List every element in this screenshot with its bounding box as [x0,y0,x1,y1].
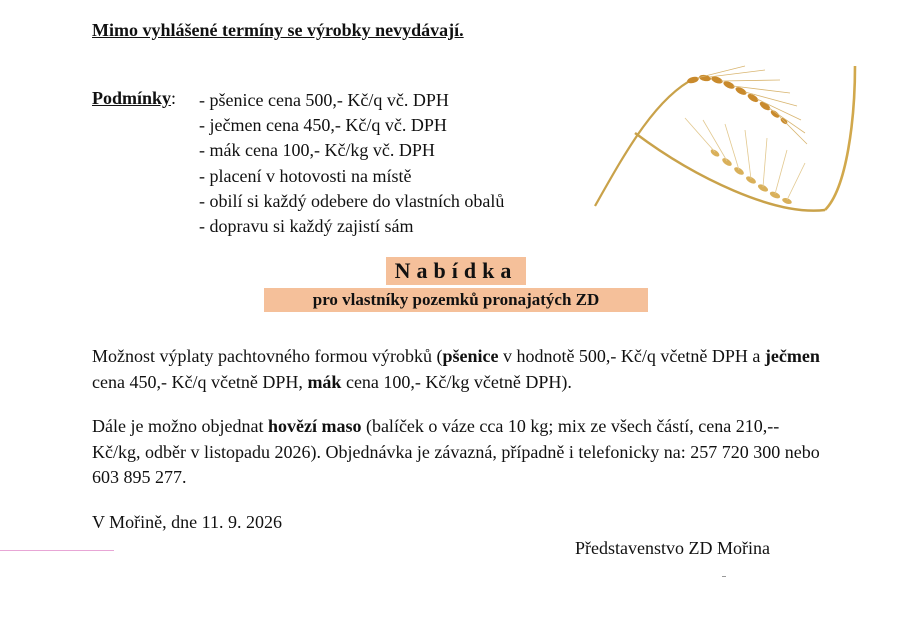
conditions-label [92,88,176,109]
offer-subtitle: pro vlastníky pozemků pronajatých ZD [264,288,648,312]
text-segment: (balíček o váze cca 10 kg; mix ze všech částí, cena 210,-- Kč/kg, odběr v listopadu 2026). Objednávka je závazná, případně i telefonicky na: 257 720 300 nebo 603 895 277. [92,416,820,487]
conditions-list [199,88,504,239]
notice-heading: Mimo vyhlášené termíny se výrobky nevydávají. [92,20,464,40]
paragraph-payment-in-kind [92,344,832,395]
bold-segment: hovězí maso [267,416,362,436]
text-segment: Možnost výplaty pachtovného formou výrobků ( [92,346,443,366]
signature: Představenstvo ZD Mořina [575,538,770,558]
conditions-label-colon: : [171,88,177,108]
place-date: V Mořině, dne 11. 9. 2026 [92,512,282,532]
margin-line [0,550,114,551]
text-segment: cena 450,- Kč/q včetně DPH, [92,371,308,392]
condition-item: - obilí si každý odebere do vlastních obalů [199,190,505,211]
text-segment: v hodnotě 500,- Kč/q včetně DPH a [498,346,765,366]
condition-item: - placení v hotovosti na místě [199,165,412,186]
stray-mark [722,576,726,577]
text-segment: Dále je možno objednat [92,416,268,436]
offer-title: Nabídka [386,257,526,285]
text-segment: cena 100,- Kč/kg včetně DPH). [341,371,572,392]
paragraph-beef-order [92,414,832,491]
conditions-label-text: Podmínky [92,88,172,108]
bold-segment: ječmen [764,346,820,366]
bold-segment: mák [307,371,342,392]
bold-segment: pšenice [442,346,499,366]
condition-item: - ječmen cena 450,- Kč/q vč. DPH [199,115,447,136]
condition-item: - mák cena 100,- Kč/kg vč. DPH [199,140,435,161]
condition-item: - pšenice cena 500,- Kč/q vč. DPH [199,90,449,110]
wheat-ears-icon [585,58,865,228]
condition-item: - dopravu si každý zajistí sám [199,216,414,237]
